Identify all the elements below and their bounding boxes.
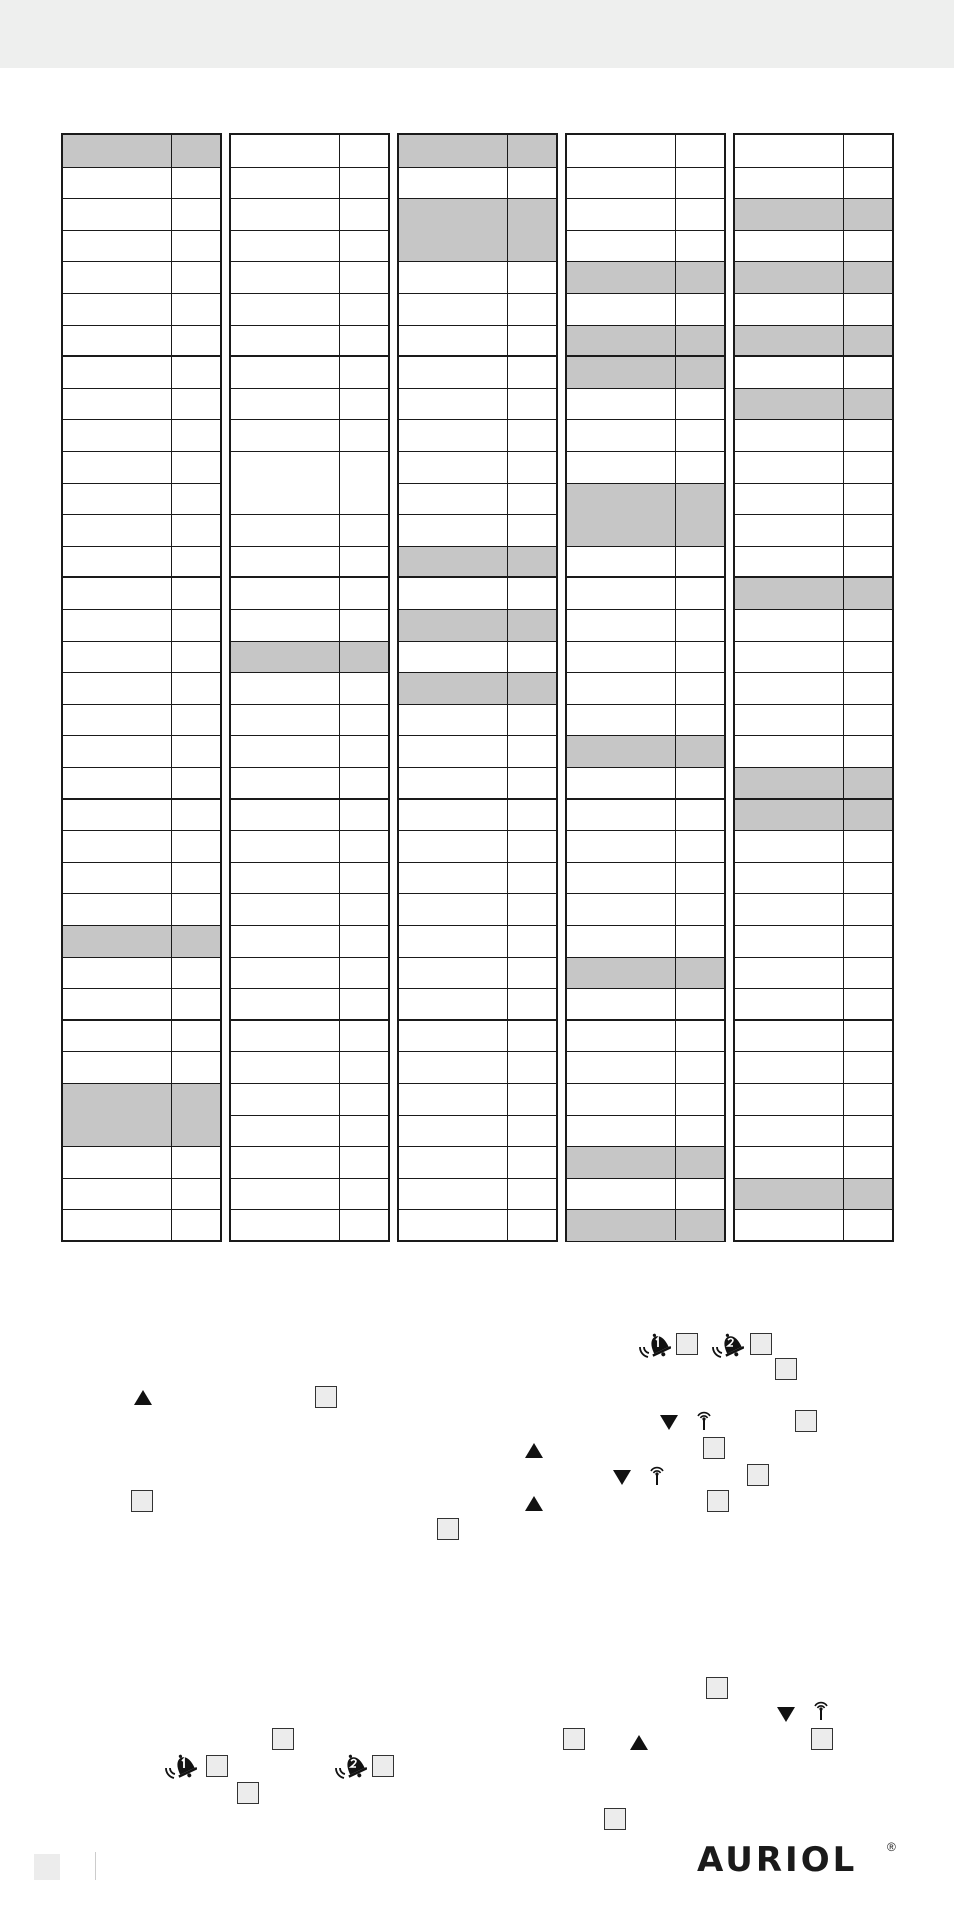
table-row: [231, 388, 388, 420]
table-row: [231, 957, 388, 989]
table-row: [63, 325, 220, 357]
table-row: [231, 672, 388, 704]
column-divider: [339, 135, 340, 1240]
table-row: [399, 704, 556, 736]
table-row: [63, 1146, 220, 1178]
table-row: [567, 167, 724, 199]
table-row: [231, 1115, 388, 1147]
group-divider: [63, 1019, 220, 1021]
up-arrow-icon: [630, 1735, 648, 1750]
group-divider: [567, 1019, 724, 1021]
table-row: [231, 325, 388, 357]
column-divider: [843, 135, 844, 1240]
table-row: [63, 451, 220, 483]
table-column-5: [733, 133, 894, 1242]
up-arrow-icon: [525, 1443, 543, 1458]
table-row: [735, 830, 892, 862]
group-divider: [567, 355, 724, 357]
table-row: [735, 546, 892, 578]
table-row: [735, 1051, 892, 1083]
table-row: [735, 893, 892, 925]
key-box-icon: [795, 1410, 817, 1432]
table-row: [231, 799, 388, 831]
table-row: [735, 1146, 892, 1178]
table-row: [231, 893, 388, 925]
table-row: [735, 641, 892, 673]
table-row: [735, 135, 892, 167]
table-row: [567, 261, 724, 293]
group-divider: [63, 355, 220, 357]
table-row: [735, 483, 892, 515]
column-divider: [507, 135, 508, 1240]
group-divider: [399, 798, 556, 800]
table-row: [231, 641, 388, 673]
table-row: [399, 451, 556, 483]
table-row: [399, 988, 556, 1020]
table-row: [231, 546, 388, 578]
key-box-icon: [811, 1728, 833, 1750]
down-arrow-icon: [777, 1707, 795, 1722]
table-row: [231, 830, 388, 862]
table-row: [735, 988, 892, 1020]
key-box-icon: [206, 1755, 228, 1777]
table-row: [399, 925, 556, 957]
table-row: [63, 1051, 220, 1083]
table-row: [63, 988, 220, 1020]
alarm2-icon: [333, 1748, 367, 1782]
table-row: [399, 799, 556, 831]
table-row: [735, 293, 892, 325]
key-box-icon: [131, 1490, 153, 1512]
table-row: [63, 198, 220, 230]
table-row: [735, 198, 892, 230]
table-row: [63, 925, 220, 957]
up-arrow-icon: [525, 1496, 543, 1511]
table-row: [735, 1209, 892, 1241]
table-row: [567, 135, 724, 167]
table-row: [399, 1083, 556, 1115]
table-row: [231, 735, 388, 767]
table-row: [63, 577, 220, 609]
table-row: [63, 419, 220, 451]
column-divider: [675, 135, 676, 1240]
table-row: [231, 767, 388, 799]
group-divider: [735, 798, 892, 800]
table-row: [399, 135, 556, 167]
table-row: [231, 356, 388, 388]
table-row: [567, 325, 724, 357]
key-box-icon: [272, 1728, 294, 1750]
table-row: [567, 893, 724, 925]
down-arrow-icon: [660, 1415, 678, 1430]
table-row: [231, 167, 388, 199]
table-row: [735, 609, 892, 641]
table-row: [735, 1178, 892, 1210]
table-row: [231, 609, 388, 641]
table-row: [567, 862, 724, 894]
table-row: [231, 1178, 388, 1210]
table-row: [567, 293, 724, 325]
table-column-4: [565, 133, 726, 1242]
auriol-logo: [697, 1840, 897, 1884]
up-arrow-icon: [134, 1390, 152, 1405]
table-row: [567, 198, 724, 230]
table-row: [399, 862, 556, 894]
table-row: [63, 514, 220, 546]
table-row: [567, 1083, 724, 1115]
table-row: [231, 1051, 388, 1083]
down-arrow-icon: [613, 1470, 631, 1485]
table-row: [399, 735, 556, 767]
radio-signal-icon: [695, 1410, 713, 1432]
table-row: [399, 546, 556, 578]
table-row: [567, 672, 724, 704]
key-box-icon: [676, 1333, 698, 1355]
table-column-1: [61, 133, 222, 1242]
table-row: [567, 483, 724, 546]
table-row: [63, 609, 220, 641]
table-row: [231, 1209, 388, 1241]
table-row: [63, 167, 220, 199]
table-row: [735, 704, 892, 736]
table-row: [399, 293, 556, 325]
table-row: [735, 325, 892, 357]
table-row: [63, 893, 220, 925]
table-row: [63, 483, 220, 515]
key-box-icon: [237, 1782, 259, 1804]
key-box-icon: [706, 1677, 728, 1699]
table-row: [399, 261, 556, 293]
table-row: [735, 230, 892, 262]
table-row: [567, 419, 724, 451]
table-row: [567, 641, 724, 673]
table-row: [231, 419, 388, 451]
table-row: [63, 830, 220, 862]
page-number-box: [34, 1854, 60, 1880]
table-row: [735, 925, 892, 957]
table-row: [567, 1146, 724, 1178]
table-row: [735, 862, 892, 894]
table-row: [231, 198, 388, 230]
table-row: [399, 1020, 556, 1052]
key-box-icon: [563, 1728, 585, 1750]
table-row: [735, 1020, 892, 1052]
table-row: [63, 641, 220, 673]
table-row: [735, 451, 892, 483]
table-row: [567, 1020, 724, 1052]
table-row: [399, 388, 556, 420]
table-row: [63, 862, 220, 894]
table-row: [63, 735, 220, 767]
group-divider: [735, 355, 892, 357]
group-divider: [231, 355, 388, 357]
table-row: [399, 198, 556, 261]
group-divider: [399, 355, 556, 357]
column-divider: [171, 135, 172, 1240]
key-box-icon: [750, 1333, 772, 1355]
group-divider: [231, 798, 388, 800]
table-row: [399, 356, 556, 388]
radio-signal-icon: [812, 1700, 830, 1722]
table-row: [399, 609, 556, 641]
table-row: [63, 356, 220, 388]
table-row: [567, 230, 724, 262]
table-row: [399, 641, 556, 673]
table-row: [735, 577, 892, 609]
table-row: [567, 1115, 724, 1147]
table-row: [399, 830, 556, 862]
table-row: [63, 957, 220, 989]
table-row: [735, 1115, 892, 1147]
table-row: [63, 1020, 220, 1052]
table-row: [231, 293, 388, 325]
table-row: [63, 1209, 220, 1241]
key-box-icon: [372, 1755, 394, 1777]
table-row: [399, 767, 556, 799]
alarm2-icon: [710, 1327, 744, 1361]
group-divider: [735, 576, 892, 578]
table-row: [63, 546, 220, 578]
group-divider: [399, 1019, 556, 1021]
table-row: [399, 1115, 556, 1147]
table-row: [399, 957, 556, 989]
table-row: [735, 1083, 892, 1115]
table-row: [399, 1209, 556, 1241]
table-row: [231, 261, 388, 293]
table-row: [63, 672, 220, 704]
table-column-2: [229, 133, 390, 1242]
group-divider: [231, 576, 388, 578]
table-row: [231, 1020, 388, 1052]
table-row: [399, 893, 556, 925]
group-divider: [63, 798, 220, 800]
key-box-icon: [747, 1464, 769, 1486]
table-row: [567, 767, 724, 799]
table-row: [735, 514, 892, 546]
key-box-icon: [707, 1490, 729, 1512]
group-divider: [567, 798, 724, 800]
logo-text: AURIOL: [697, 1840, 858, 1880]
table-row: [399, 672, 556, 704]
table-row: [735, 167, 892, 199]
key-box-icon: [315, 1386, 337, 1408]
key-box-icon: [437, 1518, 459, 1540]
table-row: [63, 1083, 220, 1146]
group-divider: [735, 1019, 892, 1021]
alarm1-icon: [637, 1327, 671, 1361]
table-row: [231, 1146, 388, 1178]
table-row: [567, 799, 724, 831]
table-row: [567, 1178, 724, 1210]
table-row: [735, 261, 892, 293]
table-row: [63, 1178, 220, 1210]
table-row: [231, 577, 388, 609]
table-row: [567, 609, 724, 641]
group-divider: [567, 576, 724, 578]
table-row: [567, 577, 724, 609]
group-divider: [399, 576, 556, 578]
table-row: [63, 293, 220, 325]
table-row: [735, 672, 892, 704]
table-row: [231, 514, 388, 546]
table-row: [63, 799, 220, 831]
table-row: [63, 135, 220, 167]
table-row: [735, 419, 892, 451]
table-row: [231, 925, 388, 957]
group-divider: [231, 1019, 388, 1021]
table-row: [231, 704, 388, 736]
table-row: [399, 419, 556, 451]
table-row: [231, 451, 388, 514]
table-row: [567, 1051, 724, 1083]
table-row: [735, 957, 892, 989]
table-row: [735, 735, 892, 767]
table-row: [399, 483, 556, 515]
table-row: [399, 577, 556, 609]
key-box-icon: [604, 1808, 626, 1830]
table-row: [231, 988, 388, 1020]
table-row: [231, 135, 388, 167]
page-separator: [95, 1852, 96, 1880]
table-row: [399, 325, 556, 357]
registered-mark: ®: [887, 1840, 896, 1854]
table-row: [567, 451, 724, 483]
table-row: [399, 514, 556, 546]
table-row: [735, 356, 892, 388]
table-row: [567, 356, 724, 388]
table-row: [567, 546, 724, 578]
table-column-3: [397, 133, 558, 1242]
table-row: [231, 1083, 388, 1115]
radio-signal-icon: [648, 1465, 666, 1487]
table-row: [567, 735, 724, 767]
table-row: [567, 388, 724, 420]
table-row: [63, 704, 220, 736]
table-row: [567, 988, 724, 1020]
table-row: [231, 230, 388, 262]
table-row: [399, 1178, 556, 1210]
key-box-icon: [703, 1437, 725, 1459]
key-box-icon: [775, 1358, 797, 1380]
table-row: [567, 704, 724, 736]
table-row: [567, 1209, 724, 1241]
group-divider: [63, 576, 220, 578]
table-row: [63, 388, 220, 420]
table-row: [399, 167, 556, 199]
table-row: [63, 230, 220, 262]
table-row: [399, 1051, 556, 1083]
table-row: [567, 957, 724, 989]
table-row: [399, 1146, 556, 1178]
table-row: [63, 261, 220, 293]
table-row: [231, 862, 388, 894]
alarm1-icon: [163, 1748, 197, 1782]
table-row: [567, 830, 724, 862]
table-row: [735, 388, 892, 420]
table-row: [63, 767, 220, 799]
table-row: [567, 925, 724, 957]
